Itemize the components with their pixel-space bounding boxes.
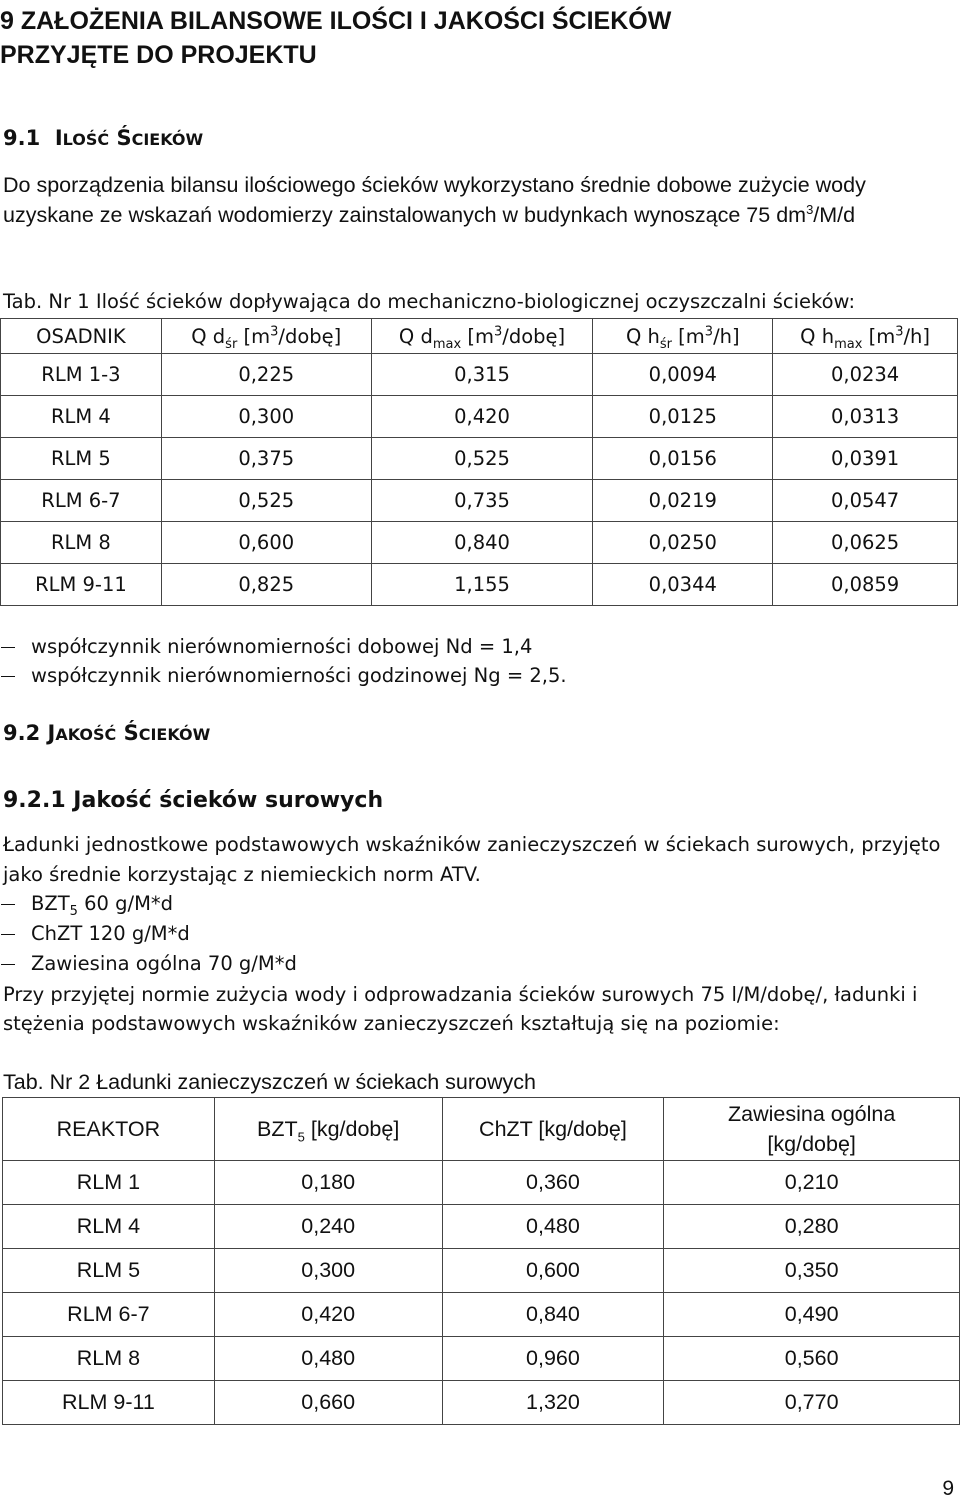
- table-cell: 0,360: [442, 1161, 664, 1205]
- section-number: 9.2: [3, 721, 41, 745]
- table-cell: 0,490: [664, 1293, 960, 1337]
- table-cell: 0,0859: [773, 564, 958, 606]
- table-cell: 0,420: [371, 396, 593, 438]
- table-pollutant-loads: [2, 1097, 960, 1425]
- table-row: [3, 1337, 960, 1381]
- page-number: 9: [942, 1477, 954, 1500]
- table-cell: 0,0125: [593, 396, 773, 438]
- table-cell: 0,300: [214, 1249, 442, 1293]
- table-cell: 0,300: [161, 396, 371, 438]
- dash-bullet-icon: [1, 676, 15, 677]
- section-cap: Ś: [116, 126, 132, 150]
- header-bzt5: $BZT_5$ [kg/dobę]: [214, 1098, 442, 1161]
- table-cell: RLM 9-11: [1, 564, 162, 606]
- section-cap: I: [54, 126, 63, 150]
- table-cell: 0,840: [371, 522, 593, 564]
- paragraph-text: Do sporządzenia bilansu ilościowego ścieków wykorzystano średnie dobowe zużycie wody uzyskane ze wskazań wodomierzy zainstalowanych w budynkach wynoszące 75 dm: [3, 173, 866, 227]
- table-cell: 0,350: [664, 1249, 960, 1293]
- dash-bullet-icon: [1, 934, 15, 935]
- table-cell: 0,660: [214, 1381, 442, 1425]
- section-smallcaps: LOŚĆ: [62, 130, 110, 149]
- table-row: [3, 1249, 960, 1293]
- paragraph-water-usage: [3, 170, 960, 230]
- header-osadnik: OSADNIK: [1, 319, 162, 354]
- header-zawiesina: Zawiesina ogólna [kg/dobę]: [664, 1098, 960, 1161]
- bullet-text: współczynnik nierównomierności godzinowej Ng = 2,5.: [31, 664, 567, 687]
- table-cell: 0,600: [442, 1249, 664, 1293]
- table-cell: 0,770: [664, 1381, 960, 1425]
- header-chzt: ChZT [kg/dobę]: [442, 1098, 664, 1161]
- section-heading-9-2: [3, 721, 210, 745]
- table-cell: 1,155: [371, 564, 593, 606]
- bullet-item-chzt: ChZT 120 g/M*d: [0, 922, 190, 945]
- subsection-heading-9-2-1: 9.2.1 Jakość ścieków surowych: [3, 788, 384, 813]
- table-cell: 0,0156: [593, 438, 773, 480]
- section-smallcaps: CIEKÓW: [138, 725, 211, 744]
- section-cap: Ś: [123, 721, 139, 745]
- bullet-item-nd: [0, 635, 532, 658]
- table-cell: 0,280: [664, 1205, 960, 1249]
- chapter-heading: [0, 4, 671, 72]
- table-cell: 0,0219: [593, 480, 773, 522]
- table-header-row: [1, 319, 958, 354]
- table-cell: 0,525: [161, 480, 371, 522]
- table-cell: 1,320: [442, 1381, 664, 1425]
- section-smallcaps: AKOŚĆ: [55, 725, 117, 744]
- table-cell: 0,480: [442, 1205, 664, 1249]
- table-row: [1, 396, 958, 438]
- table-cell: 0,600: [161, 522, 371, 564]
- table-cell: 0,840: [442, 1293, 664, 1337]
- table-cell: 0,0625: [773, 522, 958, 564]
- table-cell: 0,525: [371, 438, 593, 480]
- table-sewage-inflow: [0, 318, 958, 606]
- table-cell: RLM 4: [1, 396, 162, 438]
- bullet-item-zawiesina: Zawiesina ogólna 70 g/M*d: [0, 952, 297, 975]
- table-cell: 0,0234: [773, 354, 958, 396]
- table-cell: RLM 8: [1, 522, 162, 564]
- table-row: [1, 354, 958, 396]
- table-cell: 0,0094: [593, 354, 773, 396]
- table-cell: RLM 1-3: [1, 354, 162, 396]
- table2-caption: Tab. Nr 2 Ładunki zanieczyszczeń w ściekach surowych: [3, 1070, 536, 1094]
- table-cell: RLM 5: [1, 438, 162, 480]
- table-row: [1, 522, 958, 564]
- table-cell: RLM 8: [3, 1337, 215, 1381]
- unit-tail: /M/d: [813, 203, 856, 227]
- table-cell: RLM 6-7: [3, 1293, 215, 1337]
- table-header-row: [3, 1098, 960, 1161]
- bullet-item-bzt: $BZT_5$ 60 g/M*d: [0, 892, 173, 915]
- table-cell: 0,735: [371, 480, 593, 522]
- table-cell: 0,210: [664, 1161, 960, 1205]
- table-cell: 0,0313: [773, 396, 958, 438]
- superscript: 3: [806, 201, 814, 217]
- table-cell: 0,0391: [773, 438, 958, 480]
- table-cell: RLM 5: [3, 1249, 215, 1293]
- table-cell: RLM 6-7: [1, 480, 162, 522]
- bullet-item-ng: [0, 664, 567, 687]
- table-cell: 0,0344: [593, 564, 773, 606]
- header-q-h-sr: Q $h_{śr}$ $[m^3/h]$: [593, 319, 773, 354]
- chapter-heading-line1: 9 ZAŁOŻENIA BILANSOWE ILOŚCI I JAKOŚCI ŚCIEKÓW: [0, 7, 672, 35]
- table-cell: 0,480: [214, 1337, 442, 1381]
- dash-bullet-icon: [1, 964, 15, 965]
- table-row: [3, 1381, 960, 1425]
- section-heading-9-1: [3, 126, 203, 150]
- header-q-d-max: Q $d_{max}$ $[m^3/dobę]$: [371, 319, 593, 354]
- header-q-d-sr: Q $d_{śr}$ $[m^3/dobę]$: [161, 319, 371, 354]
- table-cell: 0,315: [371, 354, 593, 396]
- table-cell: 0,0250: [593, 522, 773, 564]
- header-q-h-max: Q $h_{max}$ $[m^3/h]$: [773, 319, 958, 354]
- table-cell: 0,825: [161, 564, 371, 606]
- table-row: [3, 1293, 960, 1337]
- table-cell: 0,180: [214, 1161, 442, 1205]
- table-cell: 0,225: [161, 354, 371, 396]
- table-cell: 0,420: [214, 1293, 442, 1337]
- table1-caption: Tab. Nr 1 Ilość ścieków dopływająca do mechaniczno-biologicznej oczyszczalni ścieków:: [3, 290, 856, 313]
- table-cell: RLM 4: [3, 1205, 215, 1249]
- table-cell: 0,0547: [773, 480, 958, 522]
- paragraph-unit-loads: Ładunki jednostkowe podstawowych wskaźników zanieczyszczeń w ściekach surowych, przyjęto jako średnie korzystając z niemieckich norm ATV.: [3, 833, 941, 886]
- section-cap: J: [47, 721, 56, 745]
- table-cell: RLM 1: [3, 1161, 215, 1205]
- paragraph-load-levels: Przy przyjętej normie zużycia wody i odprowadzania ścieków surowych 75 l/M/dobę/, ładunki i stężenia podstawowych wskaźników zanieczyszczeń kształtują się na poziomie:: [3, 983, 918, 1035]
- dash-bullet-icon: [1, 647, 15, 648]
- table-row: [1, 438, 958, 480]
- table-row: [3, 1161, 960, 1205]
- bullet-text: współczynnik nierównomierności dobowej Nd = 1,4: [31, 635, 533, 658]
- table-cell: 0,240: [214, 1205, 442, 1249]
- header-reaktor: REAKTOR: [3, 1098, 215, 1161]
- table-row: [3, 1205, 960, 1249]
- table-cell: 0,375: [161, 438, 371, 480]
- section-number: 9.1: [3, 126, 41, 150]
- table-row: [1, 480, 958, 522]
- section-smallcaps: CIEKÓW: [131, 130, 204, 149]
- table-cell: 0,560: [664, 1337, 960, 1381]
- table-cell: 0,960: [442, 1337, 664, 1381]
- chapter-heading-line2: PRZYJĘTE DO PROJEKTU: [0, 41, 317, 69]
- table-cell: RLM 9-11: [3, 1381, 215, 1425]
- table-row: [1, 564, 958, 606]
- dash-bullet-icon: [1, 904, 15, 905]
